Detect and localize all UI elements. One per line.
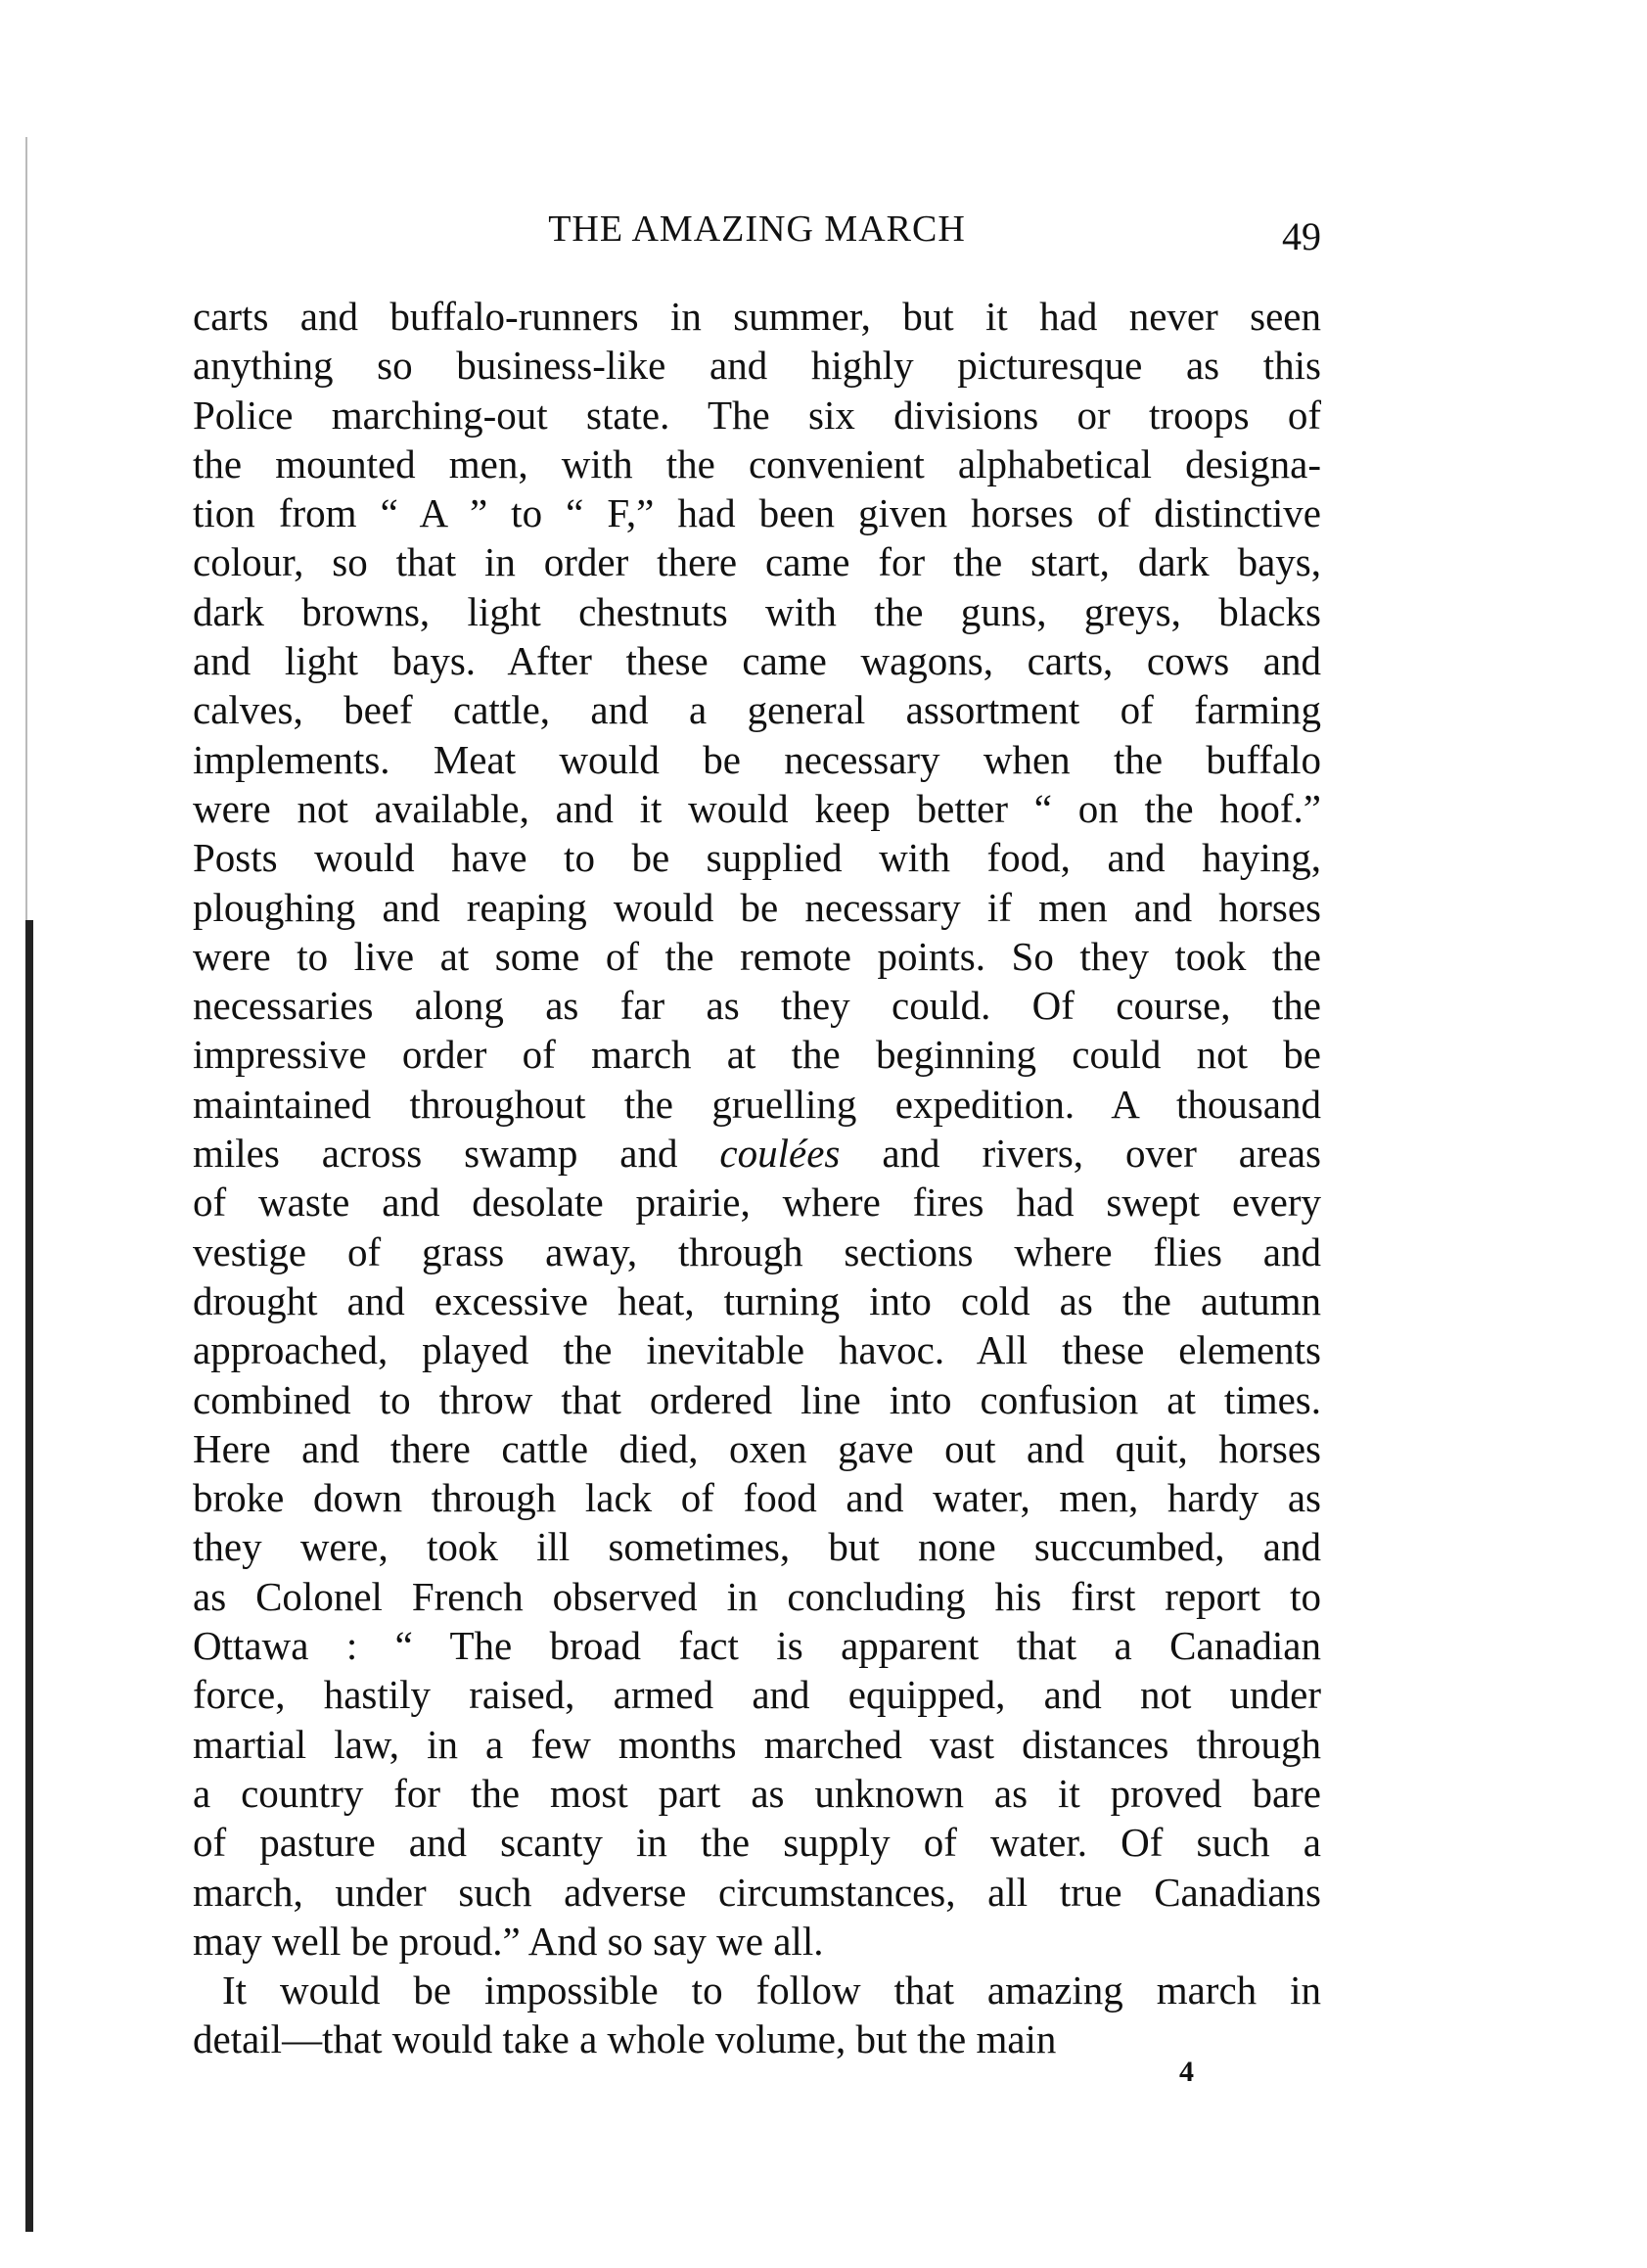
text-line: a country for the most part as unknown as it proved bare <box>193 1770 1321 1816</box>
text-line: impressive order of march at the beginning could not be <box>193 1032 1321 1078</box>
text-line: carts and buffalo-runners in summer, but it had never seen <box>193 294 1321 339</box>
text-line: calves, beef cattle, and a general assortment of farming <box>193 687 1321 733</box>
text-line: dark browns, light chestnuts with the guns, greys, blacks <box>193 588 1321 634</box>
text-line: tion from “ A ” to “ F,” had been given horses of distinctive <box>193 490 1321 536</box>
scan-binding-edge <box>25 920 33 2232</box>
text-line: necessaries along as far as they could. Of course, the <box>193 983 1321 1029</box>
text-line: detail—that would take a whole volume, but the main <box>193 2016 1057 2062</box>
text-line: implements. Meat would be necessary when the buffalo <box>193 736 1321 782</box>
text-line: vestige of grass away, through sections where flies and <box>193 1228 1321 1274</box>
text-line: as Colonel French observed in concluding his first report to <box>193 1573 1321 1619</box>
text-line: were not available, and it would keep better “ on the hoof.” <box>193 785 1321 831</box>
text-line: may well be proud.” And so say we all. <box>193 1918 824 1964</box>
text-line: martial law, in a few months marched vast distances through <box>193 1721 1321 1767</box>
page-header <box>193 204 1321 262</box>
text-line: broke down through lack of food and water, men, hardy as <box>193 1475 1321 1521</box>
text-line: approached, played the inevitable havoc. All these elements <box>193 1327 1321 1373</box>
signature-mark: 4 <box>1179 2056 1194 2088</box>
body-text <box>193 292 1321 2064</box>
text-line: the mounted men, with the convenient alphabetical designa- <box>193 440 1321 486</box>
text-line: maintained throughout the gruelling expedition. A thousand <box>193 1081 1321 1127</box>
text-line: It would be impossible to follow that amazing march in <box>222 1967 1321 2013</box>
running-title: THE AMAZING MARCH <box>548 208 966 250</box>
page-number: 49 <box>1282 214 1321 258</box>
text-line: miles across swamp and coulées and rivers, over areas <box>193 1131 1322 1177</box>
text-line: Here and there cattle died, oxen gave out and quit, horses <box>193 1425 1321 1471</box>
text-line: Posts would have to be supplied with food, and haying, <box>193 835 1321 881</box>
text-line: combined to throw that ordered line into confusion at times. <box>193 1376 1321 1422</box>
text-line: anything so business-like and highly picturesque as this <box>193 343 1321 389</box>
text-line: of pasture and scanty in the supply of water. Of such a <box>193 1820 1321 1866</box>
text-line: they were, took ill sometimes, but none succumbed, and <box>193 1524 1321 1570</box>
scan-edge-shadow <box>25 137 27 920</box>
text-line: and light bays. After these came wagons, carts, cows and <box>193 638 1321 684</box>
text-line: were to live at some of the remote points. So they took the <box>193 933 1321 979</box>
text-line: drought and excessive heat, turning into cold as the autumn <box>193 1277 1321 1323</box>
text-line: of waste and desolate prairie, where fires had swept every <box>193 1180 1321 1226</box>
text-line: Police marching-out state. The six divisions or troops of <box>193 392 1321 438</box>
text-line: Ottawa : “ The broad fact is apparent that a Canadian <box>193 1623 1321 1669</box>
text-line: ploughing and reaping would be necessary if men and horses <box>193 884 1321 930</box>
text-line: march, under such adverse circumstances, all true Canadians <box>193 1869 1321 1915</box>
italic-word: coulées <box>719 1131 841 1177</box>
text-line: colour, so that in order there came for the start, dark bays, <box>193 539 1321 585</box>
text-line: force, hastily raised, armed and equipped, and not under <box>193 1672 1321 1718</box>
